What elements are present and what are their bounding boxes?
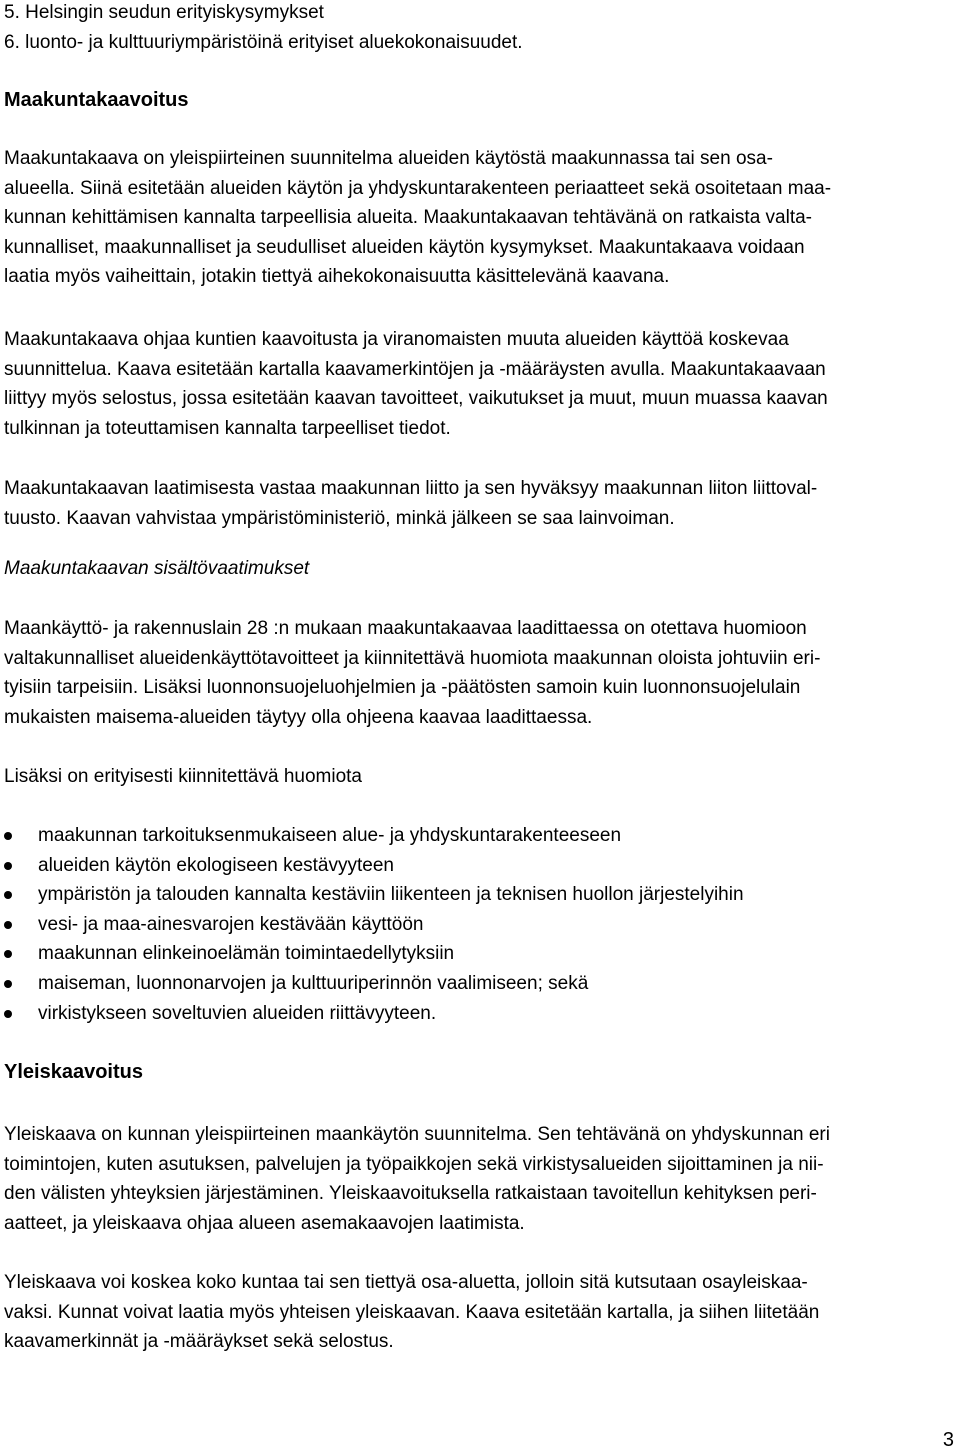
list-item: [4, 910, 954, 940]
list-item-text: maakunnan elinkeinoelämän toimintaedellytyksiin: [38, 943, 455, 965]
paragraph: [4, 144, 954, 292]
numbered-item-6: 6. luonto- ja kulttuuriympäristöinä erityiset aluekokonaisuudet.: [4, 31, 523, 53]
text-line: alueella. Siinä esitetään alueiden käytön ja yhdyskuntarakenteen periaatteet sekä osoitetaan maa-: [4, 177, 832, 199]
section-maakuntakaavoitus: [4, 86, 954, 116]
text-line: tyisiin tarpeisiin. Lisäksi luonnonsuojeluohjelmien ja -päätösten samoin kuin luonnonsuojelulain: [4, 677, 801, 699]
section-heading: Yleiskaavoitus: [4, 1061, 143, 1083]
paragraph: [4, 1268, 954, 1357]
paragraph: [4, 474, 954, 533]
list-item-text: maakunnan tarkoituksenmukaiseen alue- ja yhdyskuntarakenteeseen: [38, 825, 622, 846]
text-line: aatteet, ja yleiskaava ohjaa alueen asemakaavojen laatimista.: [4, 1212, 525, 1234]
text-line: kunnan kehittämisen kannalta tarpeellisia alueita. Maakuntakaavan tehtävänä on ratkaista valta-: [4, 207, 813, 229]
bullet-icon: [4, 980, 12, 988]
text-line: Maakuntakaava on yleispiirteinen suunnitelma alueiden käytöstä maakunnassa tai sen osa-: [4, 148, 773, 169]
list-item: [4, 880, 954, 910]
list-item: [4, 851, 954, 881]
text-line: Yleiskaava voi koskea koko kuntaa tai sen tiettyä osa-aluetta, jolloin sitä kutsutaan osayleiskaa-: [4, 1272, 808, 1293]
subsection-sisaltovaatimukset: [4, 554, 954, 584]
text-line: Yleiskaava on kunnan yleispiirteinen maankäytön suunnitelma. Sen tehtävänä on yhdyskunnan eri: [4, 1124, 830, 1145]
list-item-text: maiseman, luonnonarvojen ja kulttuuriperinnön vaalimiseen; sekä: [38, 972, 589, 994]
list-item: [4, 821, 954, 851]
section-heading: Maakuntakaavoitus: [4, 89, 189, 111]
text-line: toimintojen, kuten asutuksen, palvelujen ja työpaikkojen sekä virkistysalueiden sijoittaminen ja nii-: [4, 1153, 824, 1175]
bullet-icon: [4, 862, 12, 870]
text-line: tuusto. Kaavan vahvistaa ympäristöministeriö, minkä jälkeen se saa lainvoiman.: [4, 507, 675, 529]
bullet-list: [4, 821, 954, 1028]
numbered-list: [4, 0, 954, 57]
text-line: suunnittelua. Kaava esitetään kartalla kaavamerkintöjen ja -määräysten avulla. Maakuntakaavaan: [4, 358, 826, 380]
bullet-icon: [4, 950, 12, 958]
text-line: kunnalliset, maakunnalliset ja seudulliset alueiden käytön kysymykset. Maakuntakaava voidaan: [4, 236, 805, 258]
bullet-icon: [4, 891, 12, 899]
list-intro: Lisäksi on erityisesti kiinnitettävä huomiota: [4, 766, 363, 787]
bullet-icon: [4, 921, 12, 929]
text-line: kaavamerkinnät ja -määräykset sekä selostus.: [4, 1331, 394, 1353]
list-item-text: vesi- ja maa-ainesvarojen kestävään käyttöön: [38, 913, 424, 935]
section-yleiskaavoitus: [4, 1058, 954, 1088]
text-line: Maakuntakaava ohjaa kuntien kaavoitusta ja viranomaisten muuta alueiden käyttöä koskevaa: [4, 329, 789, 350]
list-item: [4, 969, 954, 999]
text-line: valtakunnalliset alueidenkäyttötavoitteet ja kiinnitettävä huomiota maakunnan oloista johtuviin eri-: [4, 647, 821, 669]
subsection-heading: Maakuntakaavan sisältövaatimukset: [4, 558, 310, 579]
text-line: laatia myös vaiheittain, jotakin tiettyä aihekokonaisuutta käsittelevänä kaavana.: [4, 266, 670, 288]
text-line: tulkinnan ja toteuttamisen kannalta tarpeelliset tiedot.: [4, 417, 451, 439]
bullet-list-block: [4, 821, 954, 1028]
text-line: Maankäyttö- ja rakennuslain 28 :n mukaan maakuntakaavaa laadittaessa on otettava huomioon: [4, 618, 807, 639]
list-item: [4, 939, 954, 969]
paragraph: [4, 614, 954, 732]
bullet-icon: [4, 832, 12, 840]
list-intro-block: [4, 762, 954, 792]
list-item: [4, 999, 954, 1029]
text-line: mukaisten maisema-alueiden täytyy olla ohjeena kaavaa laadittaessa.: [4, 706, 593, 728]
numbered-item-5: 5. Helsingin seudun erityiskysymykset: [4, 2, 324, 23]
text-line: den välisten yhteyksien järjestäminen. Yleiskaavoituksella ratkaistaan tavoitellun kehityksen peri-: [4, 1183, 817, 1205]
list-item-text: virkistykseen soveltuvien alueiden riittävyyteen.: [38, 1002, 437, 1024]
bullet-icon: [4, 1010, 12, 1018]
list-item-text: alueiden käytön ekologiseen kestävyyteen: [38, 854, 394, 876]
text-line: liittyy myös selostus, jossa esitetään kaavan tavoitteet, vaikutukset ja muut, muun muassa kaavan: [4, 388, 828, 410]
list-item-text: ympäristön ja talouden kannalta kestäviin liikenteen ja teknisen huollon järjestelyihin: [38, 884, 744, 906]
paragraph: [4, 1120, 954, 1238]
text-line: Maakuntakaavan laatimisesta vastaa maakunnan liitto ja sen hyväksyy maakunnan liiton liittoval-: [4, 478, 818, 499]
paragraph: [4, 325, 954, 443]
text-line: vaksi. Kunnat voivat laatia myös yhteisen yleiskaavan. Kaava esitetään kartalla, ja siihen liitetään: [4, 1301, 820, 1323]
page-number: 3: [942, 1429, 954, 1451]
